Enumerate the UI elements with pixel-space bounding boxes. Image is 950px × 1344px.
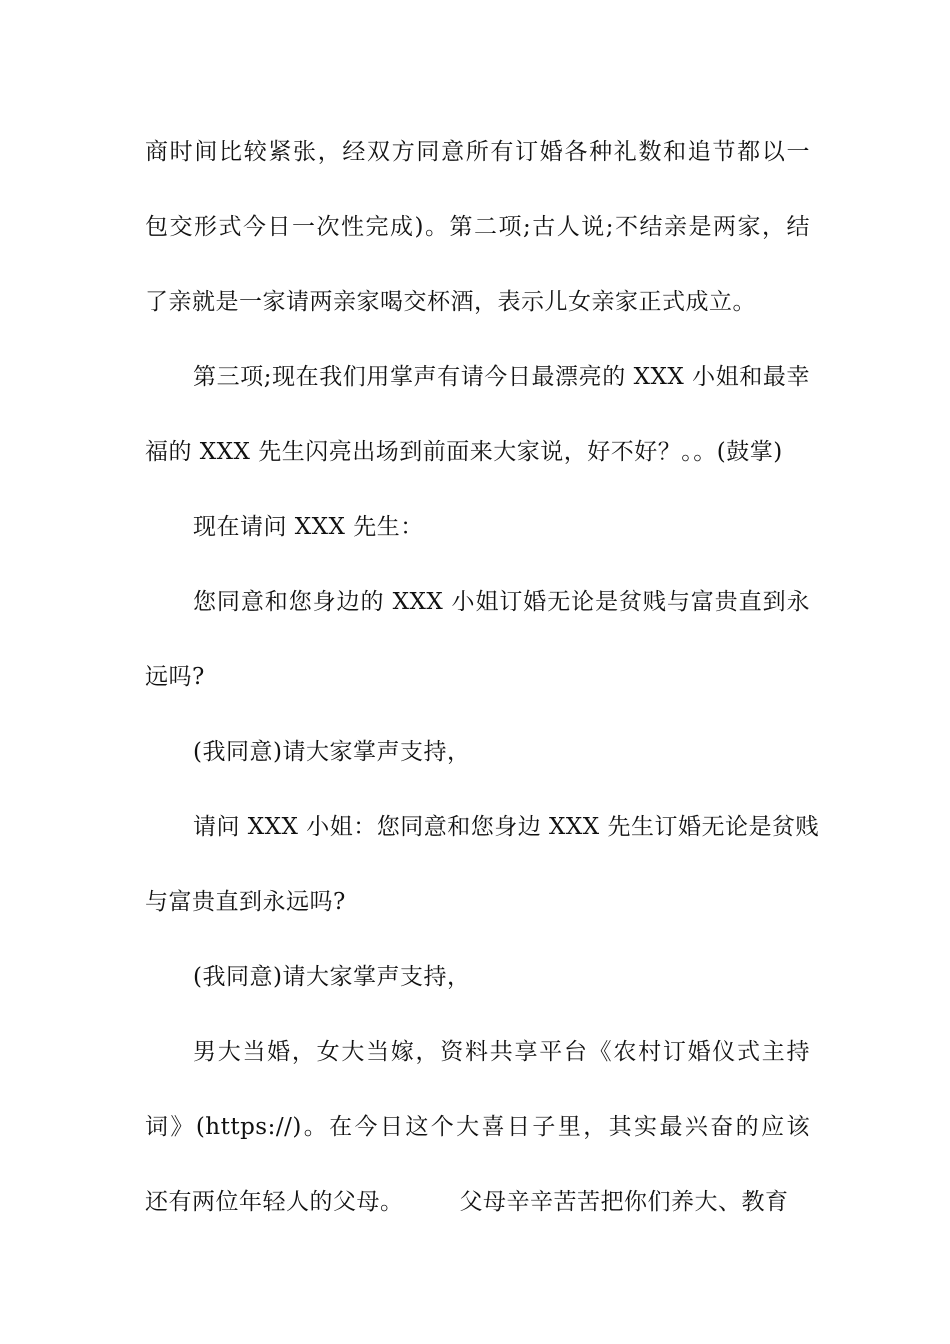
paragraph-start-line: (我同意)请大家掌声支持， <box>193 739 471 765</box>
text-line: 商时间比较紧张，经双方同意所有订婚各种礼数和追节都以一 <box>145 139 810 165</box>
paragraph-start-line: 您同意和您身边的 XXX 小姐订婚无论是贫贱与富贵直到永 <box>193 589 810 615</box>
paragraph-start-line: 请问 XXX 小姐：您同意和您身边 XXX 先生订婚无论是贫贱 <box>193 814 819 840</box>
text-line: 词》(https://)。在今日这个大喜日子里，其实最兴奋的应该 <box>145 1114 810 1140</box>
text-line: 远吗? <box>145 664 205 690</box>
text-line: 福的 XXX 先生闪亮出场到前面来大家说，好不好？。。(鼓掌) <box>145 439 783 465</box>
text-line: 了亲就是一家请两亲家喝交杯酒，表示儿女亲家正式成立。 <box>145 289 756 315</box>
paragraph-start-line: (我同意)请大家掌声支持， <box>193 964 471 990</box>
text-line <box>145 1187 810 1217</box>
text-line: 与富贵直到永远吗? <box>145 889 346 915</box>
paragraph-start-line: 男大当婚，女大当嫁，资料共享平台《农村订婚仪式主持 <box>193 1039 810 1065</box>
text-segment: 父母辛辛苦苦把你们养大、教育 <box>459 1189 789 1215</box>
text-line: 包交形式今日一次性完成)。第二项;古人说;不结亲是两家，结 <box>145 214 810 240</box>
paragraph-start-line: 第三项;现在我们用掌声有请今日最漂亮的 XXX 小姐和最幸 <box>193 364 810 390</box>
text-segment: 还有两位年轻人的父母。 <box>145 1189 404 1215</box>
paragraph-start-line: 现在请问 XXX 先生： <box>193 514 424 540</box>
